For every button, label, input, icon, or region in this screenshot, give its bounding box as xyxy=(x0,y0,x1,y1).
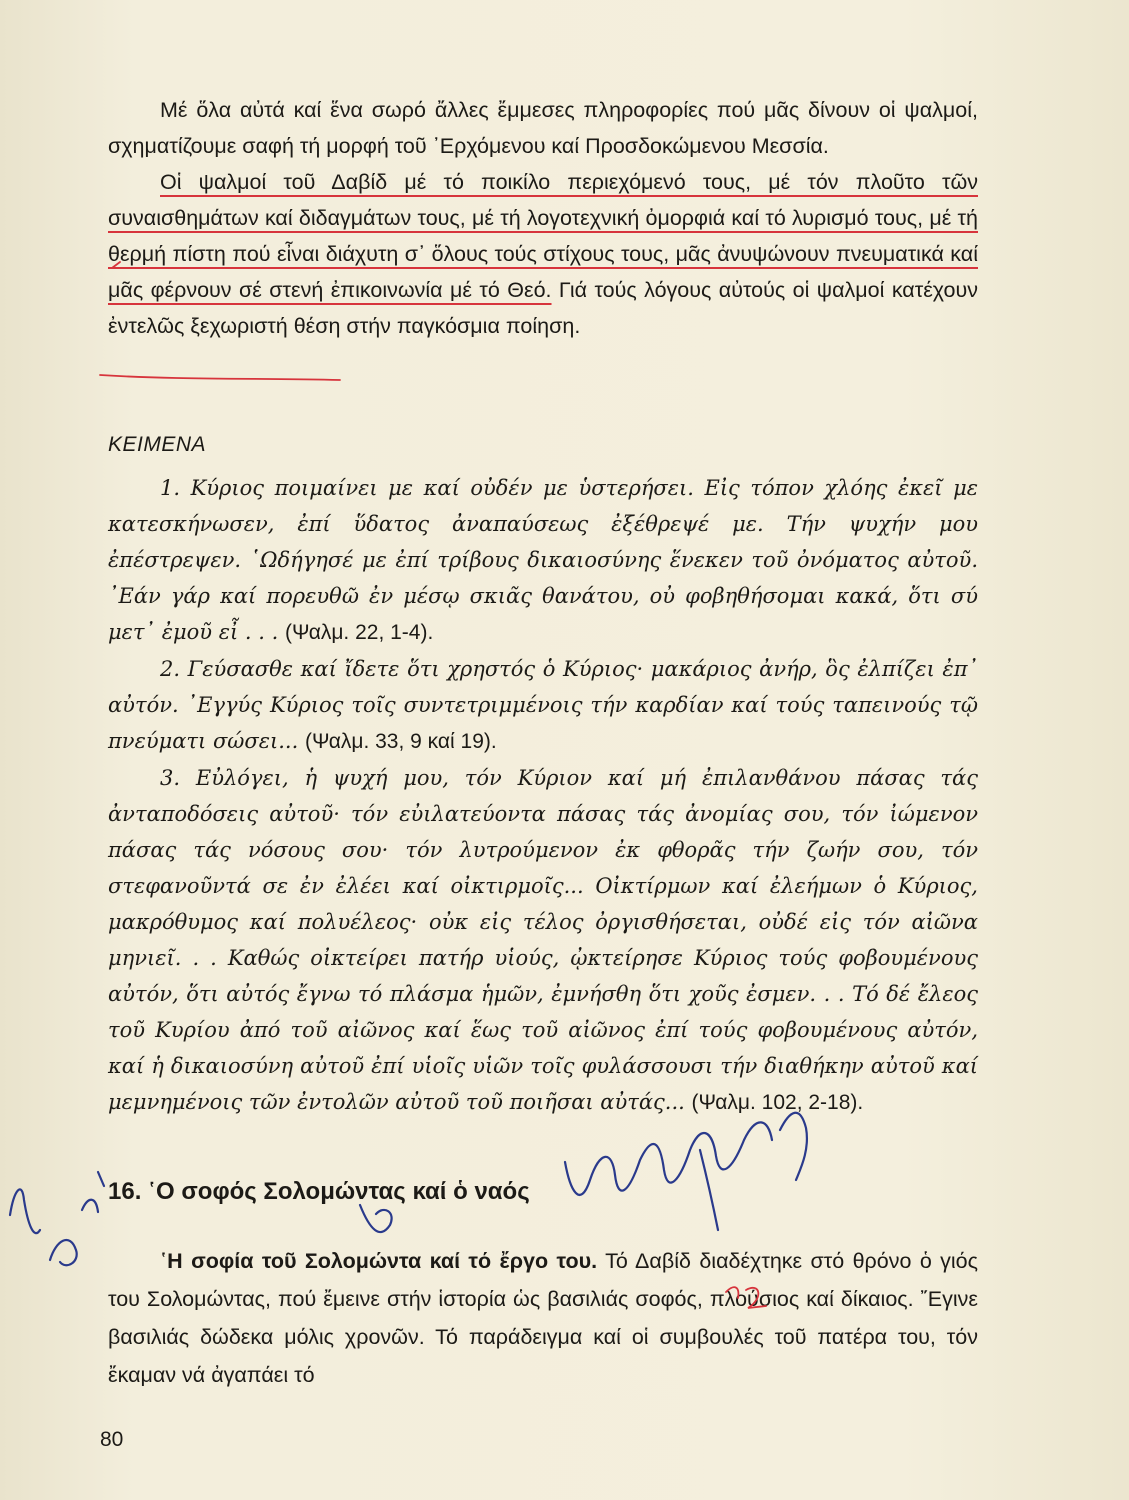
psalm-text-3-body: 3. Εὐλόγει, ἡ ψυχή μου, τόν Κύριον καί μή ἐπιλανθάνου πάσας τάς ἀνταποδόσεις αὐτοῦ· τόν εὐιλατεύοντα πάσας τάς ἀνομίας σου, τόν ἰώμενον πάσας τάς νόσους σου· τόν λυτρούμενον ἐκ φθορᾶς τήν ζωήν σου, τόν στεφανοῦντά σε ἐν ἐλέει καί οἰκτιρμοῖς... Οἰκτίρμων καί ἐλεήμων ὁ Κύριος, μακρόθυμος καί πολυέλεος· οὐκ εἰς τέλος ὀργισθήσεται, οὐδέ εἰς τόν αἰῶνα μηνιεῖ. . . Καθώς οἰκτείρει πατήρ υἱούς, ᾠκτείρησε Κύριος τούς φοβουμένους αὐτόν, ὅτι αὐτός ἔγνω τό πλάσμα ἡμῶν, ἐμνήσθη ὅτι χοῦς ἐσμεν. . . Τό δέ ἔλεος τοῦ Κυρίου ἀπό τοῦ αἰῶνος καί ἕως τοῦ αἰῶνος ἐπί τούς φοβουμένους αὐτόν, καί ἡ δικαιοσύνη αὐτοῦ ἐπί υἱοῖς υἱῶν τοῖς φυλάσσουσι τήν διαθήκην αὐτοῦ καί μεμνημένοις τῶν ἐντολῶν αὐτοῦ τοῦ ποιῆσαι αὐτάς... xyxy=(108,766,978,1114)
psalm-texts xyxy=(108,470,978,1121)
section-lead: ῾Η σοφία τοῦ Σολομώντα καί τό ἔργο του. xyxy=(160,1249,598,1273)
psalm-text-1-ref: (Ψαλμ. 22, 1-4). xyxy=(284,621,434,644)
red-underlined-passage: Οἱ ψαλμοί τοῦ Δαβίδ μέ τό ποικίλο περιεχόμενό τους, μέ τόν πλοῦτο τῶν συναισθημάτων καί διδαγμάτων τους, μέ τή λογοτεχνική ὀμορφιά καί τό λυρισμό τους, μέ τή θερμή πίστη πού εἶναι διάχυτη σ᾿ ὅλους τούς στίχους τους, μᾶς ἀνυψώνουν πνευματικά καί μᾶς φέρνουν σέ στενή ἐπικοινωνία μέ τό Θεό. xyxy=(108,170,978,302)
intro-paragraph-1: Μέ ὅλα αὐτά καί ἕνα σωρό ἄλλες ἔμμεσες πληροφορίες πού μᾶς δίνουν οἱ ψαλμοί, σχηματίζουμε σαφή τή μορφή τοῦ ᾿Ερχόμενου καί Προσδοκώμενου Μεσσία. xyxy=(108,98,978,158)
texts-heading: ΚΕΙΜΕΝΑ xyxy=(108,433,207,456)
section-title: 16. ῾Ο σοφός Σολομώντας καί ὁ ναός xyxy=(108,1178,530,1205)
section-body xyxy=(108,1242,978,1394)
section-paragraph xyxy=(108,1242,978,1394)
psalm-text-2-body: 2. Γεύσασθε καί ἴδετε ὅτι χρηστός ὁ Κύριος· μακάριος ἀνήρ, ὃς ἐλπίζει ἐπ᾿ αὐτόν. ᾿Εγγύς Κύριος τοῖς συντετριμμένοις τήν καρδίαν καί τούς ταπεινούς τῷ πνεύματι σώσει... xyxy=(108,657,978,753)
psalm-text-3-ref: (Ψαλμ. 102, 2-18). xyxy=(691,1091,864,1114)
intro-paragraph-2-rest: Γιά τούς λόγους αὐτούς οἱ ψαλμοί κατέχουν ἐντελῶς ξεχωριστή θέση στήν παγκόσμια ποίηση. xyxy=(108,278,978,338)
psalm-text-1 xyxy=(108,470,978,651)
psalm-text-3 xyxy=(108,760,978,1121)
signature-scribble xyxy=(360,1113,807,1232)
section-body-text: Τό Δαβίδ διαδέχτηκε στό θρόνο ὁ γιός του Σολομώντας, πού ἔμεινε στήν ἱστορία ὡς βασιλιάς σοφός, πλούσιος καί δίκαιος. ῎Εγινε βασιλιάς δώδεκα μόλις χρονῶν. Τό παράδειγμα καί οἱ συμβουλές τοῦ πατέρα του, τόν ἔκαμαν νά ἀγαπάει τό xyxy=(108,1249,979,1387)
psalm-text-2 xyxy=(108,651,978,760)
psalm-text-1-body: 1. Κύριος ποιμαίνει με καί οὐδέν με ὑστερήσει. Εἰς τόπον χλόης ἐκεῖ με κατεσκήνωσεν, ἐπί ὕδατος ἀναπαύσεως ἐξέθρεψέ με. Τήν ψυχήν μου ἐπέστρεψεν. ῾Ωδήγησέ με ἐπί τρίβους δικαιοσύνης ἕνεκεν τοῦ ὀνόματος αὐτοῦ. ᾿Εάν γάρ καί πορευθῶ ἐν μέσῳ σκιᾶς θανάτου, οὐ φοβηθήσομαι κακά, ὅτι σύ μετ᾿ ἐμοῦ εἶ . . . xyxy=(108,476,978,644)
intro-paragraphs xyxy=(108,92,978,344)
intro-paragraph-2 xyxy=(108,164,978,344)
psalm-text-2-ref: (Ψαλμ. 33, 9 καί 19). xyxy=(304,730,497,753)
margin-scribble-left xyxy=(10,1172,104,1265)
page-number: 80 xyxy=(100,1428,124,1451)
